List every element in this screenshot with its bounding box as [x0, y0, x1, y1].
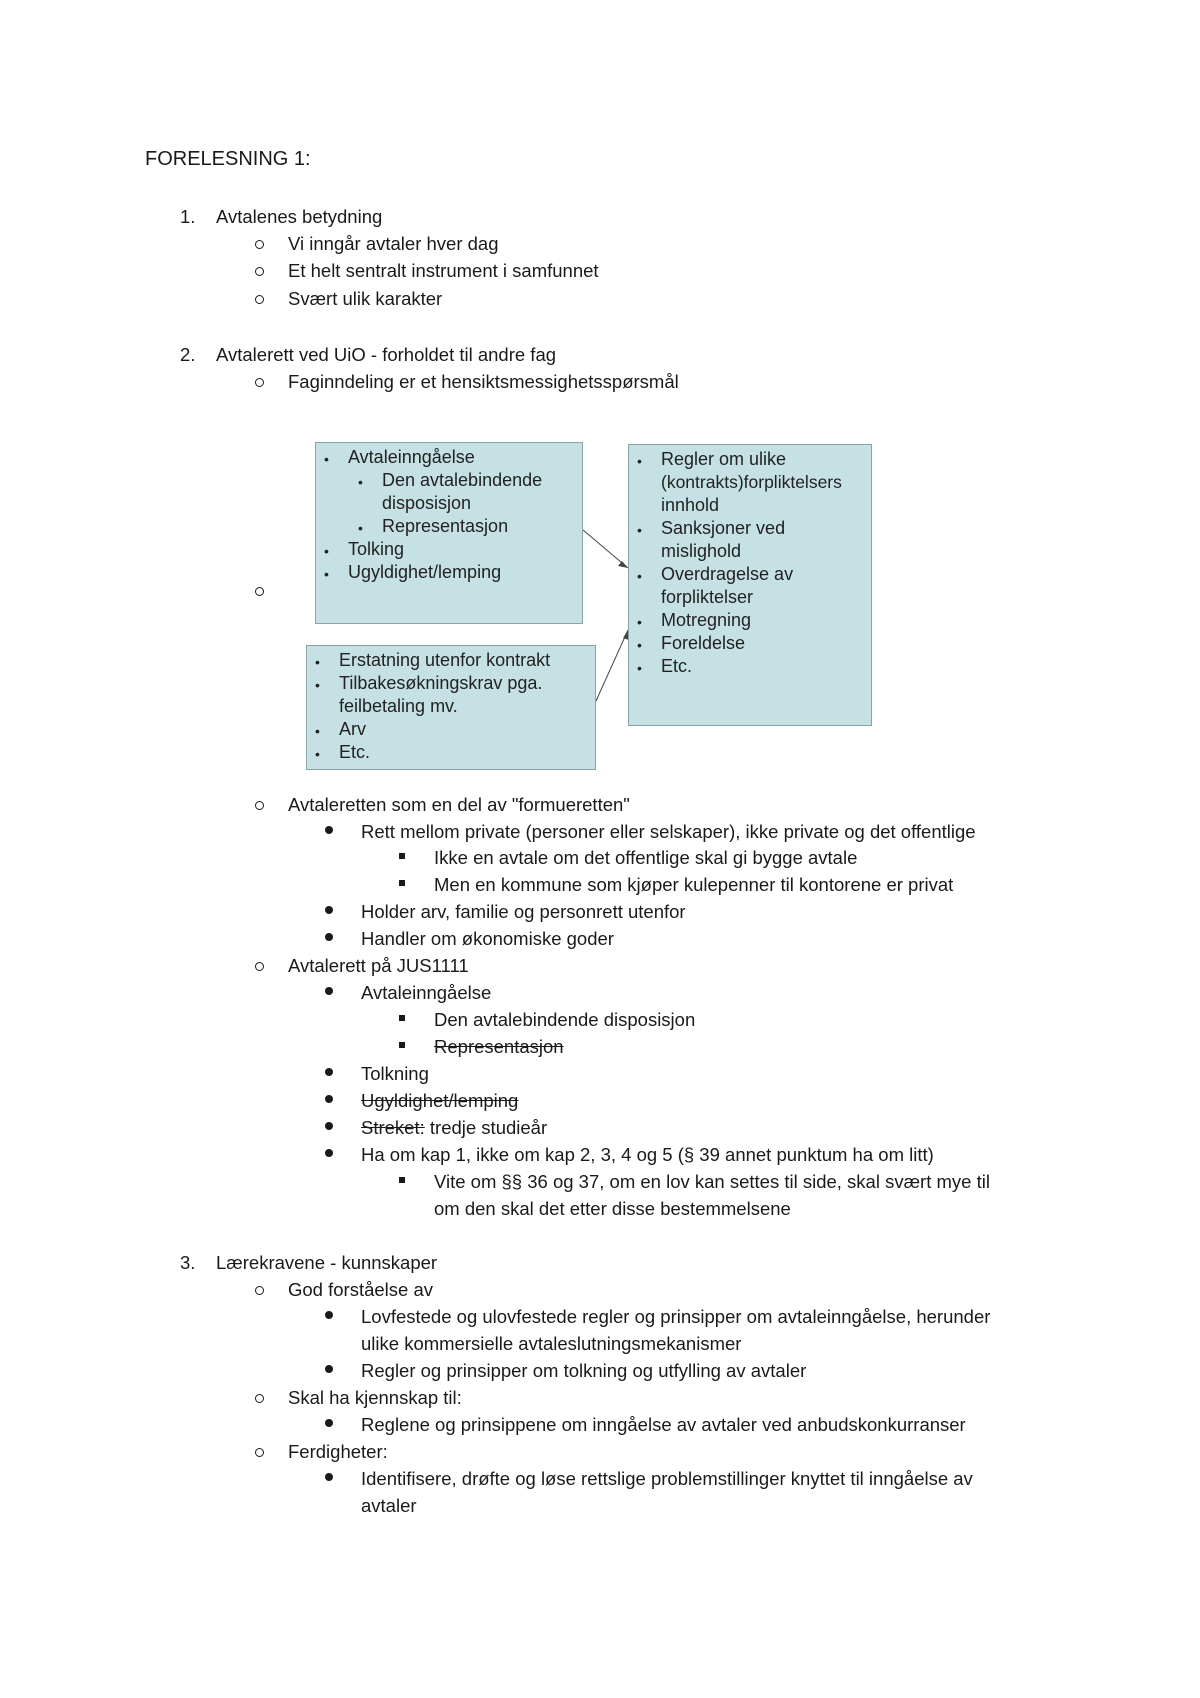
square-bullet-icon: [399, 853, 405, 859]
item4-sub-e: Ha om kap 1, ikke om kap 2, 3, 4 og 5 (§ 39 annet punktum ha om litt): [361, 1144, 934, 1165]
dot-bullet-icon: [325, 1419, 333, 1427]
section-3-item-3: Ferdigheter:: [288, 1441, 388, 1462]
item4-sub-e1-line2: om den skal det etter disse bestemmelsene: [434, 1198, 791, 1219]
dot-bullet-icon: •: [315, 746, 320, 762]
dot-bullet-icon: •: [324, 566, 329, 582]
dot-bullet-icon: [325, 987, 333, 995]
box-item: Overdragelse av: [661, 564, 794, 584]
section-3-item-1-b: Regler og prinsipper om tolkning og utfylling av avtaler: [361, 1360, 807, 1381]
item3-sub-a2: Men en kommune som kjøper kulepenner til kontorene er privat: [434, 874, 954, 895]
square-bullet-icon: [399, 1042, 405, 1048]
box-andre-fag: [306, 645, 596, 770]
circle-bullet-icon: [255, 1286, 264, 1295]
section-1-item-3: Svært ulik karakter: [288, 288, 443, 309]
section-2-item-1: Faginndeling er et hensiktsmessighetsspørsmål: [288, 371, 679, 392]
item4-sub-c: Ugyldighet/lemping: [361, 1090, 519, 1111]
section-3-item-2-a: Reglene og prinsippene om inngåelse av avtaler ved anbudskonkurranser: [361, 1414, 966, 1435]
item4-sub-b: Tolkning: [361, 1063, 429, 1084]
section-3-item-3-a-line2: avtaler: [361, 1495, 417, 1516]
item3-sub-a1: Ikke en avtale om det offentlige skal gi bygge avtale: [434, 847, 858, 868]
dot-bullet-icon: •: [358, 474, 363, 490]
dot-bullet-icon: [325, 1149, 333, 1157]
circle-bullet-icon: [255, 378, 264, 387]
item4-sub-a: Avtaleinngåelse: [361, 982, 492, 1003]
dot-bullet-icon: [325, 1311, 333, 1319]
dot-bullet-icon: [325, 1473, 333, 1481]
box-item: Arv: [339, 719, 366, 739]
circle-bullet-icon: [255, 240, 264, 249]
section-3-item-1: God forståelse av: [288, 1279, 433, 1300]
box-item: disposisjon: [382, 493, 472, 513]
square-bullet-icon: [399, 1015, 405, 1021]
section-1-heading: Avtalenes betydning: [216, 206, 383, 227]
section-1-number: 1.: [180, 206, 196, 227]
dot-bullet-icon: •: [637, 568, 642, 584]
section-2-item-4: Avtalerett på JUS1111: [288, 955, 469, 976]
box-avtalerett: [315, 442, 583, 624]
dot-bullet-icon: •: [324, 543, 329, 559]
section-3-item-1-a-line1: Lovfestede og ulovfestede regler og prinsipper om avtaleinngåelse, herunder: [361, 1306, 991, 1327]
item4-sub-e1-line1: Vite om §§ 36 og 37, om en lov kan settes til side, skal svært mye til: [434, 1171, 990, 1192]
box-item: Avtaleinngåelse: [348, 447, 475, 467]
page-title: FORELESNING 1:: [145, 148, 311, 170]
box-item: forpliktelser: [661, 587, 754, 607]
box-item: (kontrakts)forpliktelsers: [661, 472, 842, 492]
dot-bullet-icon: •: [315, 723, 320, 739]
section-3-number: 3.: [180, 1252, 196, 1273]
section-1-item-1: Vi inngår avtaler hver dag: [288, 233, 499, 254]
box-item: Etc.: [339, 742, 371, 762]
dot-bullet-icon: •: [637, 522, 642, 538]
box-item: mislighold: [661, 541, 742, 561]
circle-bullet-icon: [255, 295, 264, 304]
box-kontraktsrett: [628, 444, 872, 726]
dot-bullet-icon: •: [358, 520, 363, 536]
section-1-item-2: Et helt sentralt instrument i samfunnet: [288, 260, 599, 281]
section-3-item-2: Skal ha kjennskap til:: [288, 1387, 462, 1408]
box-item: Ugyldighet/lemping: [348, 562, 502, 582]
box-item: Den avtalebindende: [382, 470, 543, 490]
circle-bullet-icon: [255, 801, 264, 810]
section-2-number: 2.: [180, 344, 196, 365]
arrow-line-bottom: [596, 630, 628, 701]
box-item: Motregning: [661, 610, 752, 630]
section-3-item-3-a-line1: Identifisere, drøfte og løse rettslige problemstillinger knyttet til inngåelse av: [361, 1468, 973, 1489]
box-item: Representasjon: [382, 516, 509, 536]
item3-sub-b: Holder arv, familie og personrett utenfor: [361, 901, 686, 922]
circle-bullet-icon: [255, 962, 264, 971]
section-2-heading: Avtalerett ved UiO - forholdet til andre fag: [216, 344, 557, 365]
dot-bullet-icon: [325, 933, 333, 941]
dot-bullet-icon: •: [324, 451, 329, 467]
dot-bullet-icon: •: [315, 654, 320, 670]
item4-sub-d-rest: tredje studieår: [424, 1117, 548, 1138]
square-bullet-icon: [399, 880, 405, 886]
dot-bullet-icon: [325, 1122, 333, 1130]
dot-bullet-icon: [325, 1068, 333, 1076]
dot-bullet-icon: •: [315, 677, 320, 693]
box-item: Regler om ulike: [661, 449, 787, 469]
box-item: Foreldelse: [661, 633, 746, 653]
item4-sub-a2: Representasjon: [434, 1036, 564, 1057]
square-bullet-icon: [399, 1177, 405, 1183]
arrow-head-top: [618, 561, 628, 568]
item4-sub-d: [361, 1116, 547, 1140]
section-3-heading: Lærekravene - kunnskaper: [216, 1252, 438, 1273]
item4-sub-d-strike: Streket:: [361, 1117, 425, 1138]
item3-sub-c: Handler om økonomiske goder: [361, 928, 614, 949]
box-item: Etc.: [661, 656, 693, 676]
box-item: innhold: [661, 495, 720, 515]
dot-bullet-icon: •: [637, 453, 642, 469]
circle-bullet-icon: [255, 1448, 264, 1457]
item4-sub-a1: Den avtalebindende disposisjon: [434, 1009, 696, 1030]
circle-bullet-icon: [255, 587, 264, 596]
dot-bullet-icon: •: [637, 660, 642, 676]
box-item: Sanksjoner ved: [661, 518, 786, 538]
dot-bullet-icon: [325, 1365, 333, 1373]
circle-bullet-icon: [255, 267, 264, 276]
circle-bullet-icon: [255, 1394, 264, 1403]
box-item: Erstatning utenfor kontrakt: [339, 650, 551, 670]
subject-diagram: [300, 400, 880, 775]
box-item: Tolking: [348, 539, 405, 559]
box-item: feilbetaling mv.: [339, 696, 458, 716]
dot-bullet-icon: •: [637, 637, 642, 653]
dot-bullet-icon: •: [637, 614, 642, 630]
dot-bullet-icon: [325, 906, 333, 914]
item3-sub-a: Rett mellom private (personer eller selskaper), ikke private og det offentlige: [361, 821, 976, 842]
section-2-item-3: Avtaleretten som en del av "formueretten": [288, 794, 630, 815]
section-3-item-1-a-line2: ulike kommersielle avtaleslutningsmekanismer: [361, 1333, 742, 1354]
dot-bullet-icon: [325, 826, 333, 834]
box-item: Tilbakesøkningskrav pga.: [339, 673, 543, 693]
dot-bullet-icon: [325, 1095, 333, 1103]
